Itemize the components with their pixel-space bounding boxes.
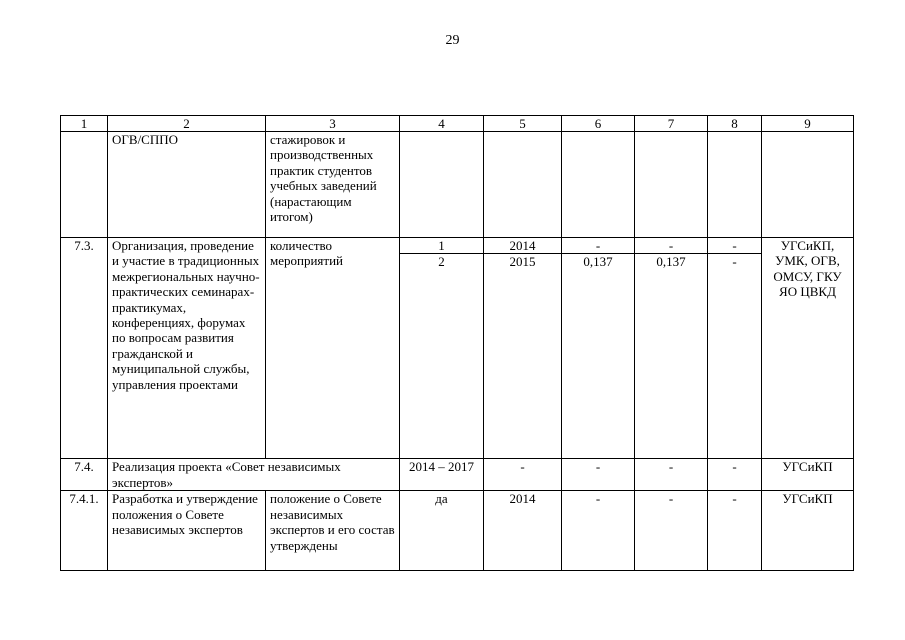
cell-executor: УГСиКП xyxy=(762,459,854,491)
cell-years: 2014 – 2017 xyxy=(400,459,484,491)
cell-empty xyxy=(708,132,762,238)
cell-col8: - xyxy=(708,459,762,491)
cell-indicator: стажировок и производственных практик студентов учебных заведений (нарастающим итогом) xyxy=(266,132,400,238)
header-col-9: 9 xyxy=(762,116,854,132)
cell-num xyxy=(61,132,108,238)
header-col-4: 4 xyxy=(400,116,484,132)
cell-value: 1 xyxy=(400,238,484,254)
header-col-7: 7 xyxy=(635,116,708,132)
header-col-2: 2 xyxy=(108,116,266,132)
cell-col6: - xyxy=(562,459,635,491)
table-row-7-4 xyxy=(61,459,854,491)
table-row-continuation xyxy=(61,132,854,238)
cell-empty xyxy=(762,132,854,238)
page-number: 29 xyxy=(445,33,460,48)
cell-value: 2 xyxy=(400,254,484,459)
cell-empty xyxy=(400,132,484,238)
cell-col5: - xyxy=(484,459,562,491)
cell-empty xyxy=(562,132,635,238)
cell-col8: - xyxy=(708,238,762,254)
cell-name: ОГВ/СППО xyxy=(108,132,266,238)
cell-col6: 0,137 xyxy=(562,254,635,459)
cell-indicator: количество мероприятий xyxy=(266,238,400,459)
header-col-1: 1 xyxy=(61,116,108,132)
cell-col7: - xyxy=(635,491,708,571)
cell-value: да xyxy=(400,491,484,571)
cell-indicator: положение о Совете независимых экспертов и его состав утверждены xyxy=(266,491,400,571)
cell-executor: УГСиКП xyxy=(762,491,854,571)
header-col-6: 6 xyxy=(562,116,635,132)
cell-col6: - xyxy=(562,238,635,254)
table-row-7-3 xyxy=(61,238,854,254)
header-col-5: 5 xyxy=(484,116,562,132)
header-row xyxy=(61,116,854,132)
header-col-8: 8 xyxy=(708,116,762,132)
cell-name: Реализация проекта «Совет независимых экспертов» xyxy=(108,459,400,491)
cell-num: 7.3. xyxy=(61,238,108,459)
cell-col6: - xyxy=(562,491,635,571)
header-col-3: 3 xyxy=(266,116,400,132)
cell-year: 2014 xyxy=(484,491,562,571)
cell-executor: УГСиКП, УМК, ОГВ, ОМСУ, ГКУ ЯО ЦВКД xyxy=(762,238,854,459)
cell-col7: - xyxy=(635,238,708,254)
cell-year: 2015 xyxy=(484,254,562,459)
cell-col7: 0,137 xyxy=(635,254,708,459)
cell-empty xyxy=(484,132,562,238)
cell-num: 7.4. xyxy=(61,459,108,491)
cell-year: 2014 xyxy=(484,238,562,254)
cell-col8: - xyxy=(708,491,762,571)
cell-name: Разработка и утверждение положения о Совете независимых экспертов xyxy=(108,491,266,571)
cell-col7: - xyxy=(635,459,708,491)
cell-empty xyxy=(635,132,708,238)
cell-name: Организация, проведение и участие в традиционных межрегиональных научно-практических семинарах-практикумах, конференциях, форумах по вопросам развития гражданской и муниципальной службы, управления проектами xyxy=(108,238,266,459)
cell-col8: - xyxy=(708,254,762,459)
cell-num: 7.4.1. xyxy=(61,491,108,571)
table-row-7-4-1 xyxy=(61,491,854,571)
program-table xyxy=(60,115,854,571)
